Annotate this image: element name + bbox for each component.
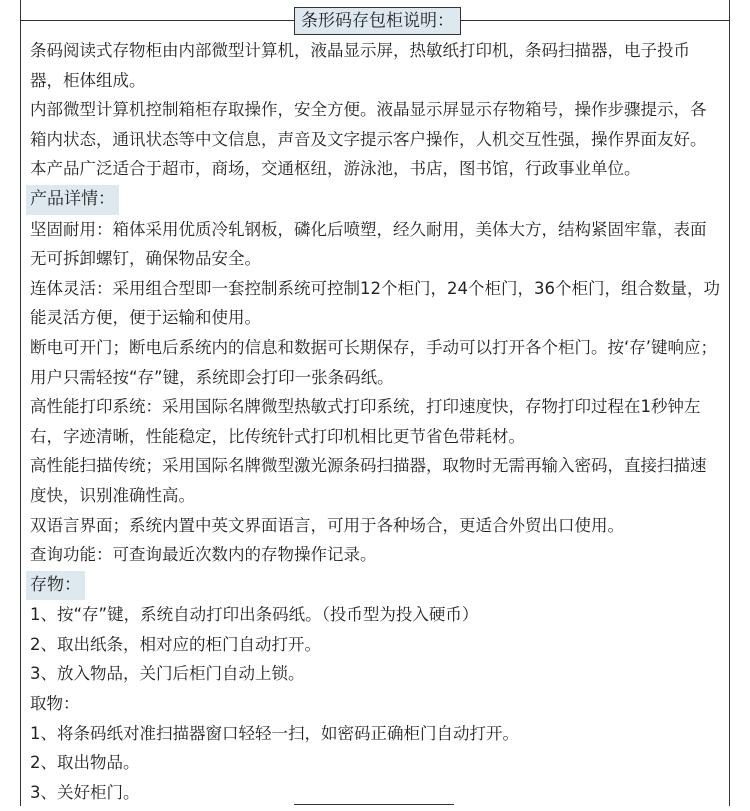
retrieve-step: 3、关好柜门。 [30,782,140,802]
retrieve-heading: 取物： [30,694,80,714]
title-rule-left [20,20,294,21]
retrieve-step: 1、将条码纸对准扫描器窗口轻轻一扫，如密码正确柜门自动打开。 [30,723,519,743]
store-step: 3、放入物品，关门后柜门自动上锁。 [30,664,305,684]
store-step: 2、取出纸条，相对应的柜门自动打开。 [30,634,321,654]
detail-paragraph: 双语言界面；系统内置中英文界面语言，可用于各种场合，更适合外贸出口使用。 [30,515,624,535]
detail-paragraph: 查询功能：可查询最近次数内的存物操作记录。 [30,545,377,565]
detail-paragraph: 高性能打印系统：采用国际名牌微型热敏式打印系统，打印速度快，存物打印过程在1秒钟左右，字迹清晰，性能稳定，比传统针式打印机相比更节省色带耗材。 [30,397,701,446]
title-rule-right [456,20,730,21]
detail-paragraph: 连体灵活：采用组合型即一套控制系统可控制12个柜门，24个柜门，36个柜门，组合数量，功能灵活方便，便于运输和使用。 [30,278,720,328]
store-heading: 存物： [26,571,85,601]
detail-paragraph: 高性能扫描传统；采用国际名牌微型激光源条码扫描器，取物时无需再输入密码，直接扫描速度快，识别准确性高。 [30,456,707,505]
document-title: 条形码存包柜说明： [294,7,461,35]
intro-paragraph: 内部微型计算机控制箱柜存取操作，安全方便。液晶显示屏显示存物箱号，操作步骤提示，各箱内状态，通讯状态等中文信息，声音及文字提示客户操作，人机交互性强，操作界面友好。 [30,100,707,149]
document-body [30,36,722,807]
detail-paragraph: 断电可开门；断电后系统内的信息和数据可长期保存，手动可以打开各个柜门。按‘存’键响应；用户只需轻按“存”键，系统即会打印一张条码纸。 [30,337,717,387]
detail-paragraph: 坚固耐用：箱体采用优质冷轧钢板，磷化后喷塑，经久耐用，美体大方，结构紧固牢靠，表面无可拆卸螺钉，确保物品安全。 [30,219,707,269]
details-heading: 产品详情： [26,185,119,215]
store-step: 1、按“存”键，系统自动打印出条码纸。（投币型为投入硬币） [30,605,479,625]
retrieve-step: 2、取出物品。 [30,753,140,773]
intro-paragraph: 本产品广泛适合于超市，商场，交通枢纽，游泳池，书店，图书馆，行政事业单位。 [30,159,641,179]
intro-paragraph: 条码阅读式存物柜由内部微型计算机，液晶显示屏，热敏纸打印机，条码扫描器，电子投币器，柜体组成。 [30,41,690,90]
